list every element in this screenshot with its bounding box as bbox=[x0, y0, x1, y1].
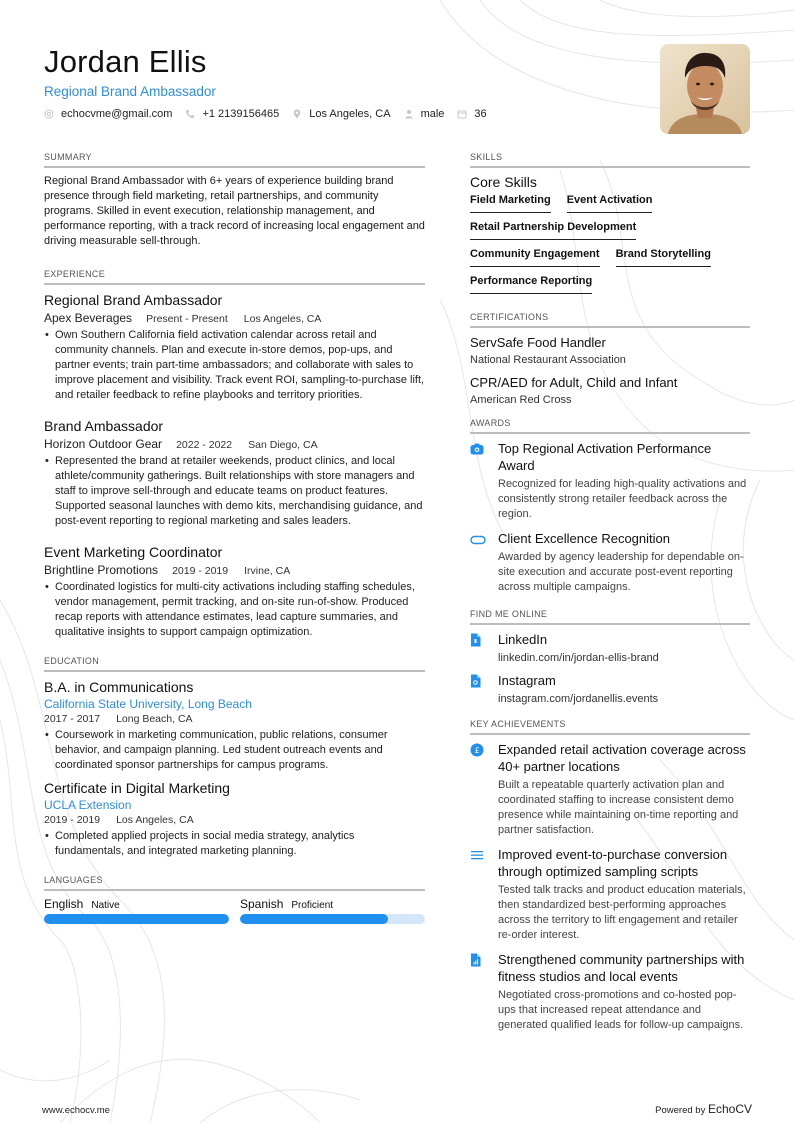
certification-issuer: National Restaurant Association bbox=[470, 354, 626, 366]
language-name: English bbox=[44, 897, 84, 911]
badge-icon bbox=[470, 530, 498, 595]
experience-heading: EXPERIENCE bbox=[44, 269, 425, 285]
job-company: Brightline Promotions bbox=[44, 563, 159, 577]
degree-title: Certificate in Digital Marketing bbox=[44, 780, 230, 796]
achievement-description: Negotiated cross-promotions and co-hosted pop-ups that increased repeat attendance and generated qualified leads for follow-up campaigns. bbox=[498, 989, 744, 1031]
award-title: Top Regional Activation Performance Award bbox=[498, 441, 712, 473]
job-bullets bbox=[44, 580, 425, 640]
award-description: Awarded by agency leadership for dependable on-site execution and accurate post-event reporting across multiple campaigns. bbox=[498, 551, 744, 593]
online-section bbox=[470, 609, 750, 705]
profile-photo bbox=[660, 44, 750, 134]
online-profile-name: LinkedIn bbox=[498, 632, 548, 647]
education-meta bbox=[44, 713, 425, 725]
job-bullets bbox=[44, 328, 425, 403]
job-location: Irvine, CA bbox=[244, 565, 291, 577]
skills-group-title: Core Skills bbox=[470, 174, 537, 190]
education-item bbox=[44, 678, 425, 773]
skill-tag: Retail Partnership Development bbox=[470, 221, 636, 240]
achievement-item bbox=[470, 741, 750, 838]
certifications-heading: CERTIFICATIONS bbox=[470, 312, 750, 328]
language-item bbox=[44, 897, 229, 924]
job-meta bbox=[44, 311, 425, 325]
education-bullets bbox=[44, 728, 425, 773]
phone-text: +1 2139156465 bbox=[202, 108, 280, 120]
portrait-image bbox=[660, 44, 750, 134]
achievement-description: Built a repeatable quarterly activation plan and coordinated staffing to increase consistent demo presence while maintaining on-time reporting and partner satisfaction. bbox=[498, 779, 739, 836]
job-location: Los Angeles, CA bbox=[243, 313, 322, 325]
right-column bbox=[470, 152, 750, 1049]
certification-issuer: American Red Cross bbox=[470, 394, 572, 406]
online-profile-url[interactable]: instagram.com/jordanellis.events bbox=[498, 693, 659, 705]
powered-by-brand: EchoCV bbox=[707, 1102, 752, 1116]
education-section bbox=[44, 656, 425, 859]
skill-tag: Event Activation bbox=[567, 194, 653, 213]
language-list bbox=[44, 897, 425, 924]
awards-heading: AWARDS bbox=[470, 418, 750, 434]
job-bullet: • Coordinated logistics for multi-city activations including staffing schedules, vendor management, permit tracking, and on-site run-of-show. Produced recap reports with attendance estimates, lead capture summaries, and qualitative insights to support campaign optimization. bbox=[44, 580, 425, 640]
experience-item bbox=[44, 543, 425, 640]
award-item bbox=[470, 440, 750, 522]
job-title: Regional Brand Ambassador bbox=[44, 292, 223, 308]
online-profile-item[interactable] bbox=[470, 631, 750, 664]
education-item bbox=[44, 779, 425, 859]
gender-text: male bbox=[420, 108, 445, 120]
achievement-item bbox=[470, 846, 750, 943]
left-column bbox=[44, 152, 425, 940]
email-text: echocvme@gmail.com bbox=[61, 108, 173, 120]
skills-heading: SKILLS bbox=[470, 152, 750, 168]
education-dates: 2019 - 2019 bbox=[44, 814, 101, 826]
language-proficiency-fill bbox=[44, 914, 229, 924]
job-company: Apex Beverages bbox=[44, 311, 133, 325]
candidate-name: Jordan Ellis bbox=[44, 44, 207, 79]
certification-item bbox=[470, 334, 750, 366]
achievements-section bbox=[470, 719, 750, 1033]
job-dates: 2022 - 2022 bbox=[176, 439, 233, 451]
achievement-description: Tested talk tracks and product education materials, then standardized best-performing approaches across the territory to lift engagement and retailer re-order interest. bbox=[498, 884, 746, 941]
age-text: 36 bbox=[474, 108, 487, 120]
language-level: Proficient bbox=[291, 900, 334, 911]
education-location: Los Angeles, CA bbox=[116, 814, 194, 826]
menu-lines-icon bbox=[470, 846, 498, 943]
skill-tag: Brand Storytelling bbox=[616, 248, 711, 267]
school-name: California State University, Long Beach bbox=[44, 697, 252, 711]
job-bullet: • Own Southern California field activation calendar across retail and community channels. Plan and execute in-store demos, pop-ups, and partner events; train part-time ambassadors; and collaborate with sales to improve placement and visibility. Track event ROI, sampling-to-purchase lift, and retailer feedback to refine playbooks and territory priorities. bbox=[44, 328, 425, 403]
contact-age bbox=[457, 108, 486, 120]
languages-section bbox=[44, 875, 425, 924]
job-title: Brand Ambassador bbox=[44, 418, 164, 434]
certification-name: CPR/AED for Adult, Child and Infant bbox=[470, 375, 678, 390]
svg-text:£: £ bbox=[474, 746, 480, 755]
calendar-icon bbox=[457, 109, 467, 119]
online-profile-item[interactable] bbox=[470, 672, 750, 705]
contact-gender bbox=[404, 108, 445, 120]
language-name: Spanish bbox=[240, 897, 284, 911]
certification-name: ServSafe Food Handler bbox=[470, 335, 606, 350]
language-proficiency-bar bbox=[44, 914, 229, 924]
certifications-section bbox=[470, 312, 750, 406]
language-header bbox=[44, 897, 229, 911]
skill-tag: Community Engagement bbox=[470, 248, 600, 267]
award-item bbox=[470, 530, 750, 595]
location-pin-icon bbox=[292, 109, 302, 119]
job-meta bbox=[44, 437, 425, 451]
language-proficiency-fill bbox=[240, 914, 388, 924]
language-header bbox=[240, 897, 425, 911]
footer-website[interactable]: www.echocv.me bbox=[42, 1105, 110, 1116]
online-profile-name: Instagram bbox=[498, 673, 556, 688]
summary-heading: SUMMARY bbox=[44, 152, 425, 168]
contact-email[interactable] bbox=[44, 108, 172, 120]
experience-section bbox=[44, 269, 425, 640]
certification-item bbox=[470, 374, 750, 406]
award-description: Recognized for leading high-quality activations and consistently strong retailer feedback across the region. bbox=[498, 478, 747, 520]
contact-phone[interactable] bbox=[185, 108, 279, 120]
job-location: San Diego, CA bbox=[248, 439, 318, 451]
education-location: Long Beach, CA bbox=[116, 713, 193, 725]
contact-row bbox=[44, 108, 644, 120]
award-title: Client Excellence Recognition bbox=[498, 531, 670, 546]
skill-tag: Field Marketing bbox=[470, 194, 551, 213]
achievements-heading: KEY ACHIEVEMENTS bbox=[470, 719, 750, 735]
education-dates: 2017 - 2017 bbox=[44, 713, 101, 725]
footer-powered-by[interactable] bbox=[655, 1102, 752, 1116]
school-name: UCLA Extension bbox=[44, 798, 132, 812]
education-bullets bbox=[44, 829, 425, 859]
online-heading: FIND ME ONLINE bbox=[470, 609, 750, 625]
language-item bbox=[240, 897, 425, 924]
chart-document-icon bbox=[470, 951, 498, 1033]
candidate-role: Regional Brand Ambassador bbox=[44, 84, 216, 99]
degree-title: B.A. in Communications bbox=[44, 679, 194, 695]
skills-list bbox=[470, 194, 750, 302]
education-meta bbox=[44, 814, 425, 826]
job-meta bbox=[44, 563, 425, 577]
document-search-icon bbox=[470, 672, 498, 705]
camera-icon bbox=[470, 440, 498, 522]
job-company: Horizon Outdoor Gear bbox=[44, 437, 163, 451]
skill-tag: Performance Reporting bbox=[470, 275, 592, 294]
powered-by-prefix: Powered by bbox=[655, 1105, 706, 1116]
resume-header bbox=[44, 44, 644, 120]
online-profile-url[interactable]: linkedin.com/in/jordan-ellis-brand bbox=[498, 652, 659, 664]
job-bullets bbox=[44, 454, 425, 529]
pound-coin-icon bbox=[470, 741, 498, 838]
languages-heading: LANGUAGES bbox=[44, 875, 425, 891]
job-title: Event Marketing Coordinator bbox=[44, 544, 223, 560]
job-dates: 2019 - 2019 bbox=[172, 565, 229, 577]
experience-item bbox=[44, 291, 425, 403]
awards-section bbox=[470, 418, 750, 595]
at-sign-icon bbox=[44, 109, 54, 119]
contact-location bbox=[292, 108, 390, 120]
experience-item bbox=[44, 417, 425, 529]
education-bullet: • Coursework in marketing communication, public relations, consumer behavior, and campaign planning. Led student outreach events and coordinated sponsor partnerships for campus programs. bbox=[44, 728, 425, 773]
achievement-title: Expanded retail activation coverage across 40+ partner locations bbox=[498, 742, 746, 774]
achievement-title: Improved event-to-purchase conversion through optimized sampling scripts bbox=[498, 847, 728, 879]
phone-icon bbox=[185, 109, 195, 119]
location-text: Los Angeles, CA bbox=[309, 108, 391, 120]
person-icon bbox=[404, 109, 414, 119]
education-heading: EDUCATION bbox=[44, 656, 425, 672]
achievement-title: Strengthened community partnerships with fitness studios and local events bbox=[498, 952, 745, 984]
summary-section bbox=[44, 152, 425, 249]
language-level: Native bbox=[91, 900, 120, 911]
language-proficiency-bar bbox=[240, 914, 425, 924]
achievement-item bbox=[470, 951, 750, 1033]
education-bullet: • Completed applied projects in social media strategy, analytics fundamentals, and integrated marketing planning. bbox=[44, 829, 425, 859]
job-dates: Present - Present bbox=[146, 313, 228, 325]
skills-section bbox=[470, 152, 750, 302]
summary-text: Regional Brand Ambassador with 6+ years of experience building brand presence through field marketing, retail partnerships, and community programs. Skilled in event execution, relationship management, and performance reporting, with a track record of increasing local engagement and driving measurable sell-through. bbox=[44, 175, 425, 247]
job-bullet: • Represented the brand at retailer weekends, product clinics, and local athlete/community gatherings. Built relationships with store managers and staff to improve sell-through and educate teams on product features. Supported seasonal launches with demo kits, merchandising guidance, and post-event reporting to regional marketing and sales leaders. bbox=[44, 454, 425, 529]
document-icon bbox=[470, 631, 498, 664]
